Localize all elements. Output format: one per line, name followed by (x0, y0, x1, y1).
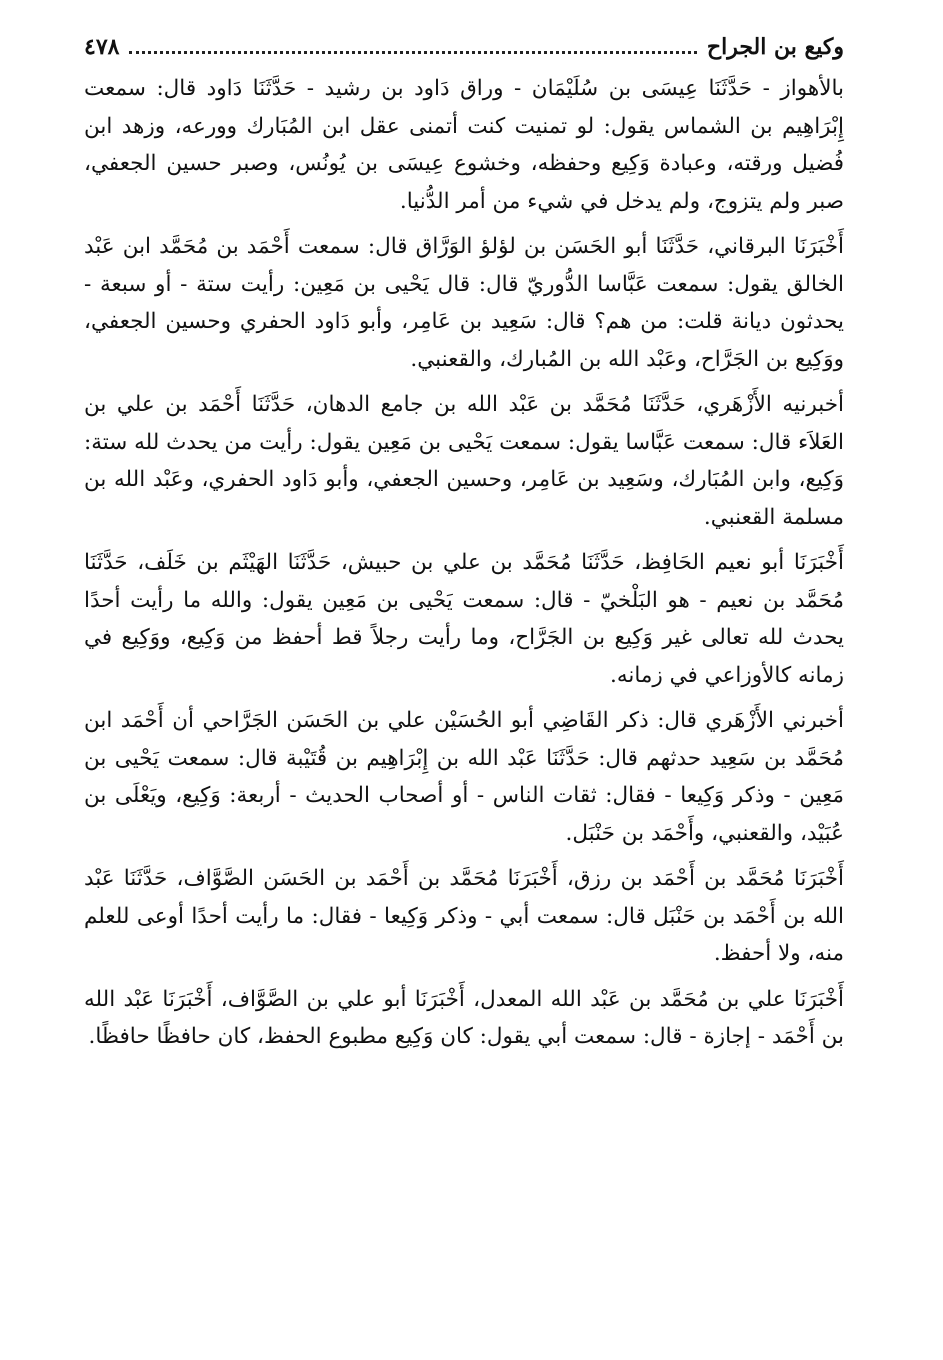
page-number: ٤٧٨ (84, 34, 120, 60)
paragraph-5: أخبرني الأَزْهَري قال: ذكر القَاضِي أبو الحُسَيْن علي بن الحَسَن الجَرَّاحي أن أَحْمَد ابن مُحَمَّد بن سَعِيد حدثهم قال: حَدَّثَنَا عَبْد الله بن إِبْرَاهِيم بن قُتَيْبة قال: سمعت يَحْيى بن مَعِين - وذكر وَكِيعا - فقال: ثقات الناس - أو أصحاب الحديث - أربعة: وَكِيع، ويَعْلَى بن عُبَيْد، والقعنبي، وأَحْمَد بن حَنْبَل. (84, 708, 844, 846)
running-head-title: وكيع بن الجراح (706, 34, 844, 60)
paragraph-1: بالأهواز - حَدَّثَنَا عِيسَى بن سُلَيْمَان - وراق دَاود بن رشيد - حَدَّثَنَا دَاود قال: سمعت إِبْرَاهِيم بن الشماس يقول: لو تمنيت كنت أتمنى عقل ابن المُبَارك وورعه، وزهد ابن فُضيل ورقته، وعبادة وَكِيع وحفظه، وخشوع عِيسَى بن يُونُس، وصبر حسين الجعفي، صبر ولم يتزوج، ولم يدخل في شيء من أمر الدُّنيا. (84, 76, 844, 214)
paragraph-4: أَخْبَرَنَا أبو نعيم الحَافِظ، حَدَّثَنَا مُحَمَّد بن علي بن حبيش، حَدَّثَنَا الهَيْثَم بن خَلَف، حَدَّثَنَا مُحَمَّد بن نعيم - هو البَلْخيّ - قال: سمعت يَحْيى بن مَعِين يقول: والله ما رأيت أحدًا يحدث لله تعالى غير وَكِيع بن الجَرَّاح، وما رأيت رجلاً قط أحفظ من وَكِيع، ووَكِيع في زمانه كالأوزاعي في زمانه. (84, 550, 844, 688)
paragraph-3: أخبرنيه الأَزْهَري، حَدَّثَنَا مُحَمَّد بن عَبْد الله بن جامع الدهان، حَدَّثَنَا أَحْمَد بن علي بن العَلاَء قال: سمعت عَبَّاسا يقول: سمعت يَحْيى بن مَعِين يقول: رأيت من يحدث لله ستة: وَكِيع، وابن المُبَارك، وسَعِيد بن عَامِر، وحسين الجعفي، وأبو دَاود الحفري، وعَبْد الله بن مسلمة القعنبي. (84, 392, 844, 530)
running-head (84, 30, 844, 66)
paragraph-6: أَخْبَرَنَا مُحَمَّد بن أَحْمَد بن رزق، أَخْبَرَنَا مُحَمَّد بن أَحْمَد بن الحَسَن الصَّوَّاف، حَدَّثَنَا عَبْد الله بن أَحْمَد بن حَنْبَل قال: سمعت أبي - وذكر وَكِيعا - فقال: ما رأيت أحدًا أوعى للعلم منه، ولا أحفظ. (84, 866, 844, 966)
body-text (84, 70, 844, 1056)
paragraph-2: أَخْبَرَنَا البرقاني، حَدَّثَنَا أبو الحَسَن بن لؤلؤ الوَرَّاق قال: سمعت أَحْمَد بن مُحَمَّد ابن عَبْد الخالق يقول: سمعت عَبَّاسا الدُّوريّ قال: قال يَحْيى بن مَعِين: رأيت ستة - أو سبعة - يحدثون ديانة قلت: من هم؟ قال: سَعِيد بن عَامِر، وأبو دَاود الحفري وحسين الجعفي، ووَكِيع بن الجَرَّاح، وعَبْد الله بن المُبارك، والقعنبي. (84, 234, 844, 372)
book-page (84, 30, 844, 1064)
paragraph-7: أَخْبَرَنَا علي بن مُحَمَّد بن عَبْد الله المعدل، أَخْبَرَنَا أبو علي بن الصَّوَّاف، أَخْبَرَنَا عَبْد الله بن أَحْمَد - إجازة - قال: سمعت أبي يقول: كان وَكِيع مطبوع الحفظ، كان حافظًا حافظًا. (84, 986, 844, 1049)
dotted-leader (129, 51, 696, 54)
